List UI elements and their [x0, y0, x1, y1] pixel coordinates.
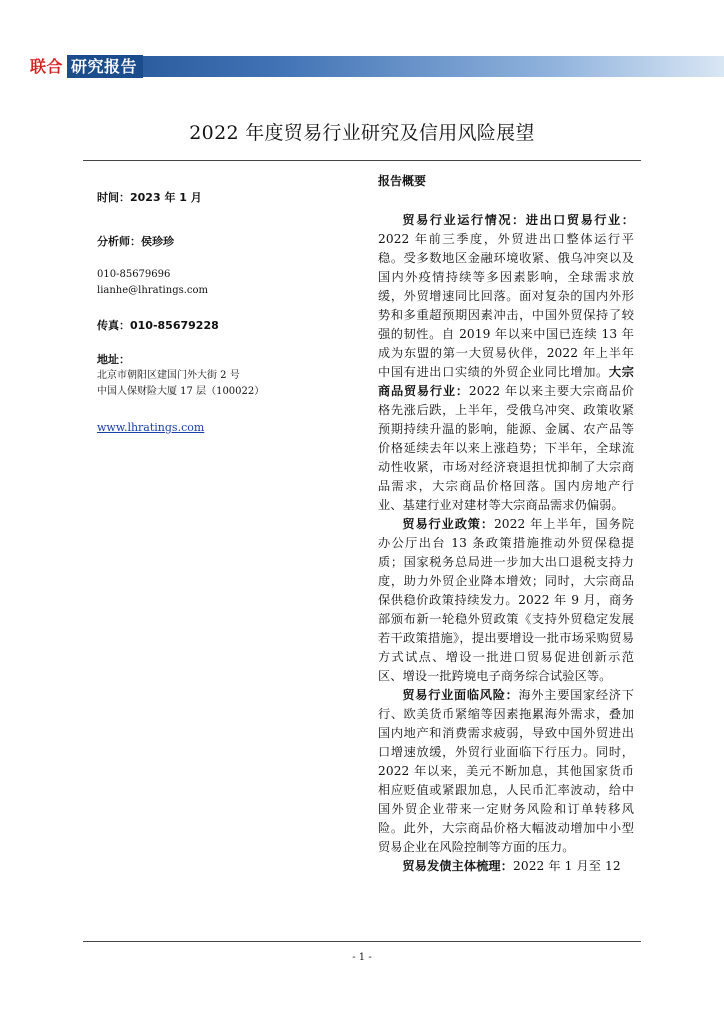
policy-text: 2022 年上半年，国务院办公厅出台 13 条政策措施推动外贸保稳提质；国家税务总局进一步加大出口退税支持力度，助力外贸企业降本增效；同时，大宗商品保供稳价政策持续发力。2022 年 9 月，商务部颁布新一轮稳外贸政策《支持外贸稳定发展若干政策措施》，提出要增设一批市场采购贸易方式试点、增设一批进口贸易促进创新示范区、增设一批跨境电子商务综合试验区等。	[378, 517, 634, 683]
page-number: - 1 -	[352, 952, 372, 963]
analyst-name: 分析师：侯珍珍	[97, 235, 174, 248]
address-line-1: 北京市朝阳区建国门外大街 2 号	[97, 370, 240, 381]
operations-heading: 贸易行业运行情况：进出口贸易行业：	[402, 213, 634, 227]
top-divider	[83, 160, 641, 161]
address-line-2: 中国人保财险大厦 17 层（100022）	[97, 386, 265, 397]
operations-text: 2022 年前三季度，外贸进出口整体运行平稳。受多数地区金融环境收紧、俄乌冲突以及国内外疫情持续等多因素影响，全球需求放缓，外贸增速同比回落。面对复杂的国内外形势和多重超预期因素冲击，中国外贸保持了较强的韧性。自 2019 年以来中国已连续 13 年成为东盟的第一大贸易伙伴，2022 年上半年中国有进出口实绩的外贸企业同比增加。	[378, 232, 634, 379]
commodity-heading: 大宗商品贸易行业：	[378, 365, 634, 398]
report-summary	[378, 172, 634, 876]
policy-heading: 贸易行业政策：	[402, 517, 494, 531]
email-address: lianhe@lhratings.com	[97, 285, 209, 296]
summary-paragraph-issuers	[378, 857, 634, 876]
bottom-divider	[83, 941, 641, 942]
issuers-heading: 贸易发债主体梳理：	[402, 859, 513, 873]
company-logo	[26, 55, 143, 78]
summary-paragraph-risks	[378, 686, 634, 857]
report-title: 2022 年度贸易行业研究及信用风险展望	[189, 122, 535, 144]
logo-research-report: 研究报告	[67, 55, 143, 78]
risks-text: 海外主要国家经济下行、欧美货币紧缩等因素拖累海外需求，叠加国内地产和消费需求疲弱，导致中国外贸进出口增速放缓，外贸行业面临下行压力。同时，2022 年以来，美元不断加息，其他国家货币相应贬值或紧跟加息，人民币汇率波动，给中国外贸企业带来一定财务风险和订单转移风险。此外，大宗商品价格大幅波动增加中小型贸易企业在风险控制等方面的压力。	[378, 688, 634, 854]
logo-lianhe: 联合	[26, 55, 67, 78]
address-label: 地址：	[97, 353, 130, 366]
summary-heading: 报告概要	[378, 174, 427, 188]
summary-paragraph-operations	[378, 211, 634, 515]
phone-number: 010-85679696	[97, 269, 171, 280]
report-date: 时间：2023 年 1 月	[97, 191, 202, 204]
fax-number: 传真：010-85679228	[97, 319, 219, 332]
commodity-text: 2022 年以来主要大宗商品价格先涨后跌，上半年，受俄乌冲突、政策收紧预期持续升温的影响，能源、金属、农产品等价格延续去年以来上涨趋势；下半年，全球流动性收紧，市场对经济衰退担忧抑制了大宗商品需求，大宗商品价格回落。国内房地产行业、基建行业对建材等大宗商品需求仍偏弱。	[378, 384, 635, 512]
risks-heading: 贸易行业面临风险：	[402, 688, 519, 702]
issuers-text: 2022 年 1 月至 12	[512, 859, 621, 873]
summary-paragraph-policy	[378, 515, 634, 686]
website-link[interactable]: www.lhratings.com	[97, 421, 205, 434]
